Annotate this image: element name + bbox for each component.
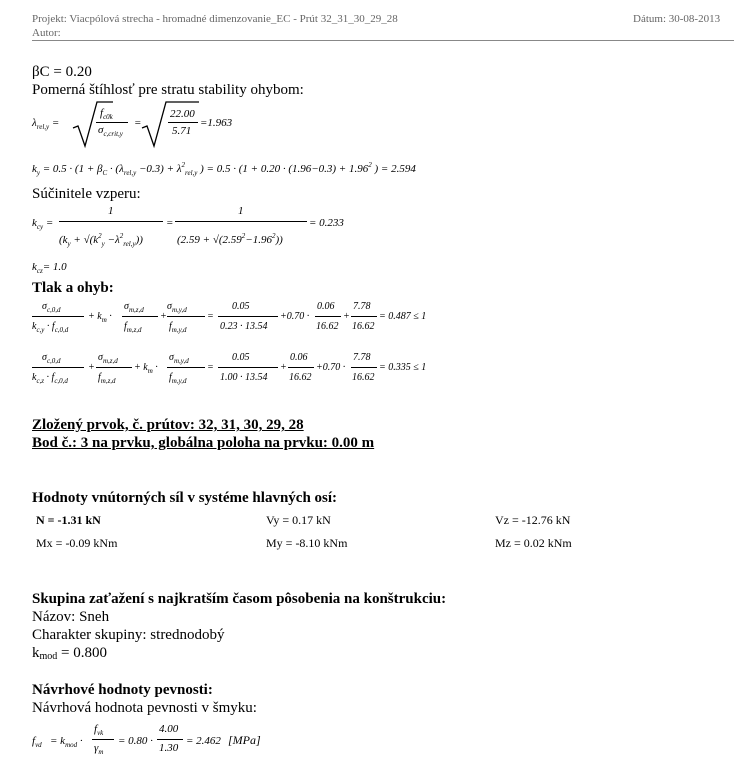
eq-sign: = [134,117,142,129]
header-author: Autor: [32,27,61,39]
header-divider [32,40,734,41]
fraction-bar [59,221,163,222]
header-date: Dátum: 30-08-2013 [633,13,721,25]
load-group-title: Skupina zaťažení s najkratším časom pôsobenia na konštrukciu: [32,591,447,607]
force-vz: Vz = -12.76 kN [495,513,571,527]
fraction-bar [96,122,128,123]
force-vy: Vy = 0.17 kN [266,513,331,527]
point-title: Bod č.: 3 na prvku, globálna poloha na prvku: 0.00 m [32,435,375,451]
forces-title: Hodnoty vnútorných síl v systéme hlavných osí: [32,490,338,506]
kcz-formula: $k_{cz}= 1.0$ [32,261,67,275]
member-title: Zložený prvok, č. prútov: 32, 31, 30, 29, 28 [32,417,304,433]
kcy-num: 1 [108,205,114,217]
kcy-num2: 1 [238,205,244,217]
lambda-num: $f_{c0k}$ [100,107,113,121]
lambda-lhs: $\lambda_{rel,y}$ = [32,117,60,131]
moment-mx: Mx = -0.09 kNm [36,536,118,550]
kcy-den: $(k_y + √(k^2_y -\lambda^2_{rel,y}))$ [59,232,143,248]
shear-title: Návrhová hodnota pevnosti v šmyku: [32,700,257,716]
strength-title: Návrhové hodnoty pevnosti: [32,682,213,698]
moment-my: My = -8.10 kNm [266,536,348,550]
lambda-result: =1.963 [200,117,233,129]
load-group-name: Názov: Sneh [32,609,110,625]
check1-formula: $\sigma_{c,0,d}$ $k_{c,y} \cdot f_{c,0,d}$ + $k_m$ · $\sigma_{m,z,d}$ $f_{m,z,d}$ + $\sigma_{m,y,d}$ $f_{m,y,d}$ = 0.05 0.23 · 13.54 +0.70 · 0.06 16.62 + 7.78 16.62 = 0.487 ≤ 1 [32,301,427,334]
kcy-lhs: $k_{cy}$ = [32,217,54,231]
slenderness-title: Pomerná štíhlosť pre stratu stability ohybom: [32,82,304,98]
compression-title: Tlak a ohyb: [32,280,114,296]
header-project: Projekt: Viacpólová strecha - hromadné dimenzovanie_EC - Prút 32_31_30_29_28 [32,13,398,25]
kcy-den2: $(2.59 + √(2.59^2-1.96^2))$ [177,232,283,246]
kcy-result: = 0.233 [309,217,344,229]
force-n: N = -1.31 kN [36,513,101,527]
kmod-value: kmod = 0.800 [32,645,107,662]
lambda-den: $\sigma_{c,crit,y}$ [98,124,123,138]
eq-sign: = [166,217,174,229]
ky-formula: $k_y = 0.5 \cdot (1 + \beta_C \cdot (\lambda_{rel,y} -0.3) + \lambda^2_{rel,y}$ ) = $0.5 \cdot (1 + 0.20 \cdot (1.96-0.3) + 1.96^2$ ) = 2.594 [32,161,416,177]
lambda-num-val: 22.00 [170,108,195,120]
fvd-formula: $f_{vd}$ = $k_{mod}$ · $f_{vk}$ $\gamma_m$ = 0.80 · 4.00 1.30 = 2.462 [MPa] [32,723,261,756]
buckling-title: Súčinitele vzperu: [32,186,141,202]
fraction-bar [168,122,198,123]
load-group-character: Charakter skupiny: strednodobý [32,627,225,643]
moment-mz: Mz = 0.02 kNm [495,536,572,550]
check2-formula: $\sigma_{c,0,d}$ $k_{c,z} \cdot f_{c,0,d}$ + $\sigma_{m,z,d}$ $f_{m,z,d}$ + $k_m$ · $\sigma_{m,y,d}$ $f_{m,y,d}$ = 0.05 1.00 · 13.54 + 0.06 16.62 +0.70 · 7.78 16.62 = 0.335 ≤ 1 [32,352,427,385]
lambda-den-val: 5.71 [172,125,192,137]
beta-c: βC = 0.20 [32,64,92,80]
fraction-bar [175,221,307,222]
